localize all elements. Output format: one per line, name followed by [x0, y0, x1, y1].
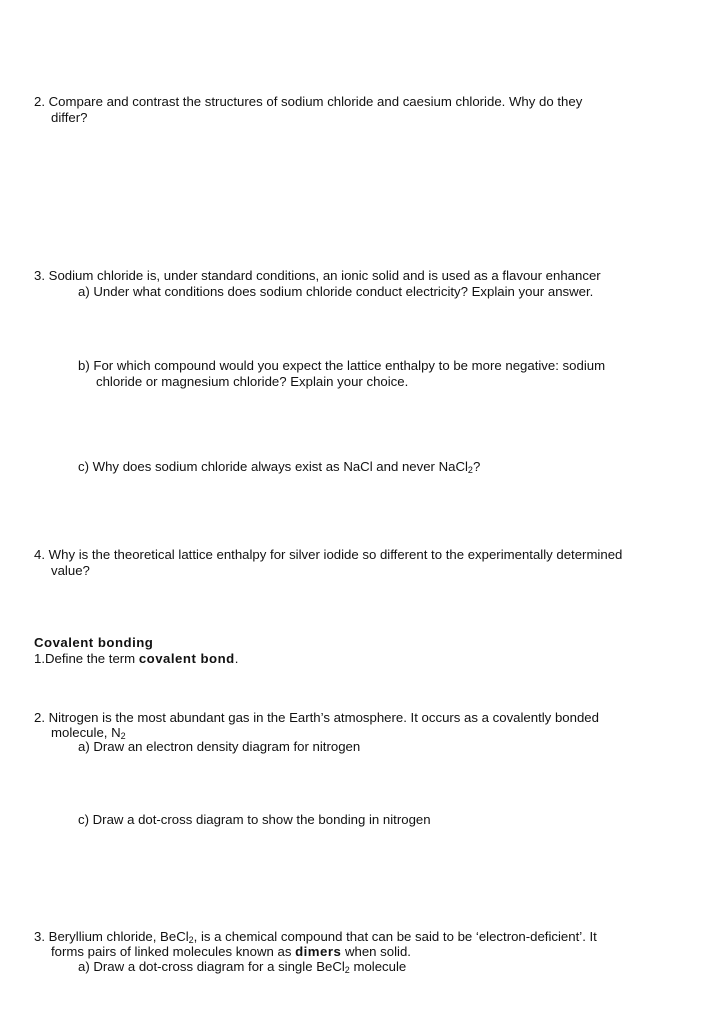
question-4-line-1: 4. Why is the theoretical lattice enthalpy for silver iodide so different to the experimentally determined — [34, 547, 623, 562]
dimers-term: dimers — [295, 944, 342, 959]
covalent-bond-term: covalent bond — [138, 651, 235, 666]
question-3a: a) Under what conditions does sodium chloride conduct electricity? Explain your answer. — [78, 284, 594, 299]
covalent-question-3-line-1 — [34, 929, 597, 944]
covalent-question-3a-end: molecule — [349, 959, 407, 974]
covalent-question-3-subscript: 2 — [188, 935, 194, 945]
question-3c — [78, 459, 480, 474]
covalent-question-3-line-2-text: forms pairs of linked molecules known as — [51, 944, 296, 959]
question-4-line-2: value? — [51, 563, 90, 578]
covalent-question-2-line-1: 2. Nitrogen is the most abundant gas in the Earth’s atmosphere. It occurs as a covalently bonded — [34, 710, 599, 725]
covalent-question-1 — [34, 651, 238, 666]
covalent-question-1-end: . — [234, 651, 239, 666]
section-heading-covalent-bonding: Covalent bonding — [34, 635, 154, 650]
covalent-question-3-text: 3. Beryllium chloride, BeCl — [34, 929, 189, 944]
covalent-question-3a-text: a) Draw a dot-cross diagram for a single BeCl — [78, 959, 345, 974]
covalent-question-2c: c) Draw a dot-cross diagram to show the bonding in nitrogen — [78, 812, 431, 827]
question-3-intro: 3. Sodium chloride is, under standard conditions, an ionic solid and is used as a flavour enhancer — [34, 268, 601, 283]
question-2-line-1: 2. Compare and contrast the structures of sodium chloride and caesium chloride. Why do they — [34, 94, 583, 109]
question-2-line-2: differ? — [51, 110, 88, 125]
covalent-question-2-line-2 — [51, 725, 126, 740]
question-3c-subscript: 2 — [467, 465, 473, 475]
question-3c-text: c) Why does sodium chloride always exist as NaCl and never NaCl — [78, 459, 468, 474]
covalent-question-3a — [78, 959, 406, 974]
covalent-question-2-subscript: 2 — [120, 731, 126, 741]
question-3b-line-1: b) For which compound would you expect the lattice enthalpy to be more negative: sodium — [78, 358, 606, 373]
covalent-question-3a-subscript: 2 — [344, 965, 350, 975]
covalent-question-3-line-2 — [51, 944, 411, 959]
question-3b-line-2: chloride or magnesium chloride? Explain your choice. — [96, 374, 409, 389]
covalent-question-1-text: 1.Define the term — [34, 651, 139, 666]
covalent-question-3-line-2-end: when solid. — [341, 944, 411, 959]
covalent-question-2-molecule: molecule, N — [51, 725, 121, 740]
question-3c-end: ? — [472, 459, 481, 474]
covalent-question-3-text-cont: , is a chemical compound that can be said to be ‘electron-deficient’. It — [193, 929, 597, 944]
covalent-question-2a: a) Draw an electron density diagram for nitrogen — [78, 739, 361, 754]
